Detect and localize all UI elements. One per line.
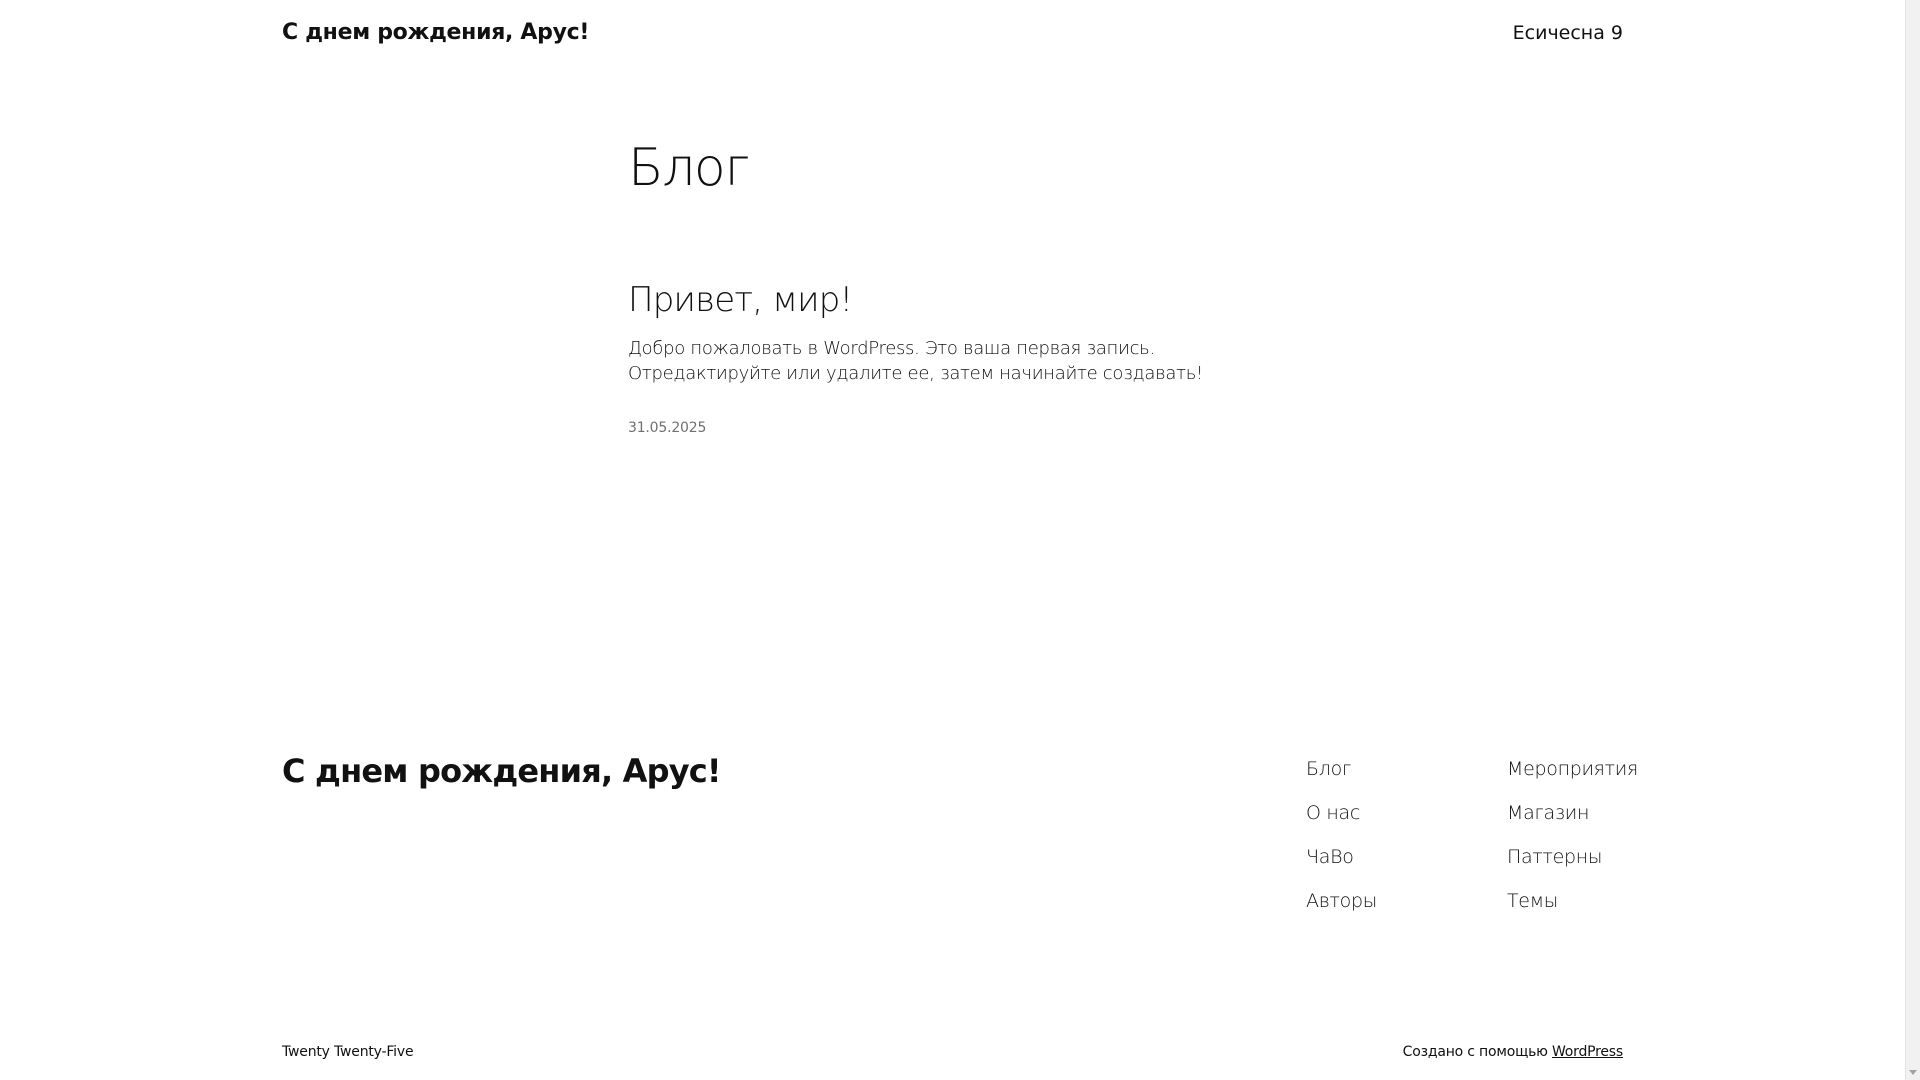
footer-link-events[interactable]: Мероприятия xyxy=(1507,758,1638,780)
footer-nav-column-2 xyxy=(1507,754,1638,930)
powered-by-prefix: Создано с помощью xyxy=(1402,1044,1548,1060)
footer-nav-item xyxy=(1306,798,1377,842)
footer-site-title-link[interactable]: С днем рождения, Арус! xyxy=(282,752,721,790)
powered-by xyxy=(1403,1044,1623,1060)
post-excerpt: Добро пожаловать в WordPress. Это ваша первая запись. Отредактируйте или удалите ее, затем начинайте создавать! xyxy=(628,338,1203,384)
post-title-link[interactable]: Привет, мир! xyxy=(628,280,853,320)
chevron-down-icon[interactable] xyxy=(1909,1070,1917,1075)
page-title: Блог xyxy=(628,138,749,198)
vertical-scrollbar[interactable] xyxy=(1905,0,1920,1080)
footer-link-patterns[interactable]: Паттерны xyxy=(1507,846,1603,868)
footer-nav-item xyxy=(1306,754,1377,798)
footer-nav-column-1 xyxy=(1306,754,1377,930)
footer-nav-item xyxy=(1306,886,1377,930)
post-card xyxy=(628,276,1268,436)
footer-link-faq[interactable]: ЧаВо xyxy=(1306,846,1354,868)
post-date: 31.05.2025 xyxy=(628,420,707,436)
header-nav-link[interactable]: Есичесна 9 xyxy=(1512,22,1623,44)
footer-link-themes[interactable]: Темы xyxy=(1507,890,1558,912)
footer-link-blog[interactable]: Блог xyxy=(1306,758,1351,780)
footer-nav-item xyxy=(1306,842,1377,886)
wordpress-link[interactable]: WordPress xyxy=(1551,1044,1623,1060)
footer-nav-item xyxy=(1507,886,1638,930)
footer-nav-item xyxy=(1507,842,1638,886)
footer-nav-item xyxy=(1507,798,1638,842)
theme-credit: Twenty Twenty-Five xyxy=(282,1044,414,1060)
footer-link-shop[interactable]: Магазин xyxy=(1507,802,1590,824)
site-title-link[interactable]: С днем рождения, Арус! xyxy=(282,20,590,45)
footer-nav-item xyxy=(1507,754,1638,798)
footer-link-authors[interactable]: Авторы xyxy=(1306,890,1377,912)
footer-link-about[interactable]: О нас xyxy=(1306,802,1361,824)
